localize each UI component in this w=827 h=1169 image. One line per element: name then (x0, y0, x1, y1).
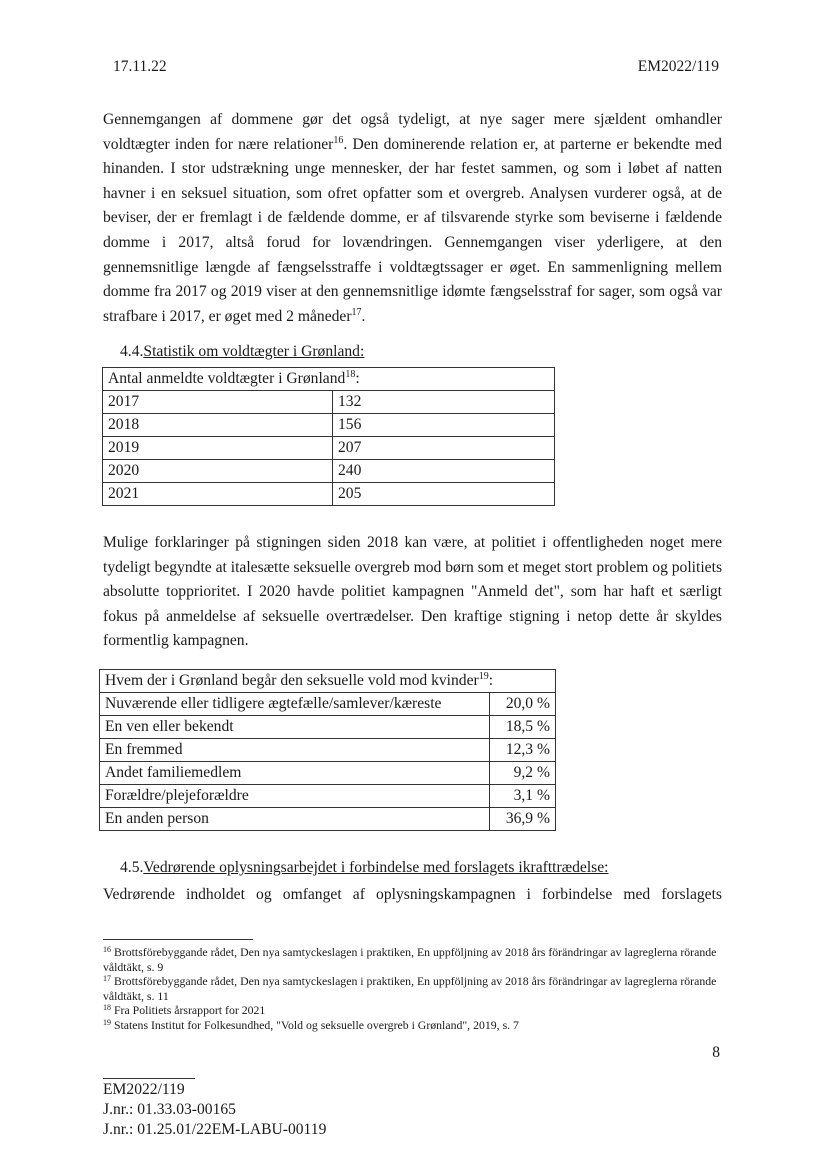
percentage-cell: 3,1 % (490, 785, 556, 808)
footnote-16 (103, 945, 728, 974)
count-cell: 132 (333, 391, 555, 414)
footer-line-em: EM2022/119 (103, 1081, 185, 1098)
year-cell: 2019 (103, 437, 333, 460)
table-row (103, 460, 555, 483)
section-title: Statistik om voldtægter i Grønland: (143, 343, 365, 360)
perpetrator-table (99, 669, 556, 831)
count-cell: 156 (333, 414, 555, 437)
count-cell: 240 (333, 460, 555, 483)
footnote-19 (103, 1018, 728, 1033)
rape-reports-table (102, 367, 555, 506)
perpetrator-label-cell: Forældre/plejeforældre (100, 785, 490, 808)
perpetrator-label-cell: En ven eller bekendt (100, 716, 490, 739)
perpetrator-label-cell: Andet familiemedlem (100, 762, 490, 785)
percentage-cell: 20,0 % (490, 693, 556, 716)
footnote-ref-19[interactable]: 19 (478, 671, 489, 682)
table-header-cell (103, 368, 555, 391)
section-number: 4.4. (120, 343, 144, 360)
footnote-17 (103, 974, 728, 1003)
table-row (100, 693, 556, 716)
table-header-row (103, 368, 555, 391)
year-cell: 2017 (103, 391, 333, 414)
footnote-number: 19 (103, 1017, 111, 1027)
count-cell: 207 (333, 437, 555, 460)
footer-divider (103, 1078, 195, 1079)
percentage-cell: 12,3 % (490, 739, 556, 762)
header-reference: EM2022/119 (637, 58, 719, 75)
paragraph-text: Gennemgangen af dommene gør det også tydeligt, at nye sager mere sjældent omhandler voldtægter inden for nære relationer (103, 111, 722, 153)
footnote-text: Brottsförebyggande rådet, Den nya samtyckeslagen i praktiken, En uppföljning av 2018 års förändringar av lagreglerna rörande våldtäkt, s. 9 (103, 945, 717, 974)
percentage-cell: 9,2 % (490, 762, 556, 785)
table-row (100, 785, 556, 808)
footnote-ref-18[interactable]: 18 (345, 369, 356, 380)
section-heading-4-5 (120, 859, 608, 877)
percentage-cell: 36,9 % (490, 808, 556, 831)
section-heading-4-4 (120, 343, 364, 361)
table-row (100, 762, 556, 785)
header-date: 17.11.22 (113, 58, 167, 75)
table-row (100, 808, 556, 831)
footnote-number: 18 (103, 1003, 111, 1012)
footnote-number: 17 (103, 974, 111, 983)
table-row (103, 437, 555, 460)
paragraph-explanations: Mulige forklaringer på stigningen siden 2018 kan være, at politiet i offentligheden noget mere tydeligt begyndte at italesætte seksuelle overgreb mod børn som et meget stort problem og politiets absolutte topprioritet. I 2020 havde politiet kampagnen "Anmeld det", som har haft et særligt fokus på anmeldelse af seksuelle overtrædelser. Den kraftige stigning i netop dette år skyldes formentlig kampagnen. (103, 534, 723, 650)
perpetrator-label-cell: Nuværende eller tidligere ægtefælle/samlever/kæreste (100, 693, 490, 716)
footnote-18 (103, 1003, 728, 1018)
year-cell: 2018 (103, 414, 333, 437)
footnote-ref-17[interactable]: 17 (351, 306, 362, 318)
section-4-5-text: Vedrørende indholdet og omfanget af oplysningskampagnen i forbindelse med forslagets (103, 886, 722, 903)
paragraph-judgments-review (103, 108, 722, 329)
footer-references (103, 1080, 326, 1140)
perpetrator-label-cell: En anden person (100, 808, 490, 831)
footnote-divider (103, 939, 253, 940)
footnote-number: 16 (103, 945, 111, 954)
percentage-cell: 18,5 % (490, 716, 556, 739)
table-row (100, 716, 556, 739)
table-row (103, 391, 555, 414)
table-row (100, 739, 556, 762)
section-title: Vedrørende oplysningsarbejdet i forbindelse med forslagets ikrafttrædelse: (143, 859, 609, 876)
section-number: 4.5. (120, 859, 144, 876)
table-header-text: Hvem der i Grønland begår den seksuelle vold mod kvinder (105, 672, 479, 689)
perpetrator-label-cell: En fremmed (100, 739, 490, 762)
footnote-ref-16[interactable]: 16 (333, 134, 344, 146)
table-header-text: Antal anmeldte voldtægter i Grønland (108, 370, 346, 387)
footnotes (103, 945, 728, 1032)
footnote-text: Statens Institut for Folkesundhed, "Vold og seksuelle overgreb i Grønland", 2019, s. 7 (113, 1017, 519, 1032)
table-header-suffix: : (355, 370, 360, 387)
table-header-cell (100, 670, 556, 693)
page-number: 8 (712, 1044, 720, 1061)
paragraph-text: . (361, 307, 366, 325)
table-header-row (100, 670, 556, 693)
paragraph-text: . Den dominerende relation er, at parterne er bekendte med hinanden. I stor udstrækning unge mennesker, der har festet sammen, og som i løbet af natten havner i en seksuel situation, som ofret opfatter som et overgreb. Analysen vurderer også, at de beviser, der er fremlagt i de fældende domme, er af tilsvarende styrke som beviserne i fældende domme i 2017, altså forud for lovændringen. Gennemgangen viser yderligere, at den gennemsnitlige længde af fængselsstraffe i voldtægtssager er øget. En sammenligning mellem domme fra 2017 og 2019 viser at den gennemsnitlige idømte fængselsstraf for sager, som også var strafbare i 2017, er øget med 2 måneder (103, 135, 722, 325)
footnote-text: Brottsförebyggande rådet, Den nya samtyckeslagen i praktiken, En uppföljning av 2018 års förändringar av lagreglerna rörande våldtäkt, s. 11 (103, 974, 717, 1003)
table-row (103, 414, 555, 437)
table-row (103, 483, 555, 506)
count-cell: 205 (333, 483, 555, 506)
footer-line-jnr-2: J.nr.: 01.25.01/22EM-LABU-00119 (103, 1121, 327, 1138)
table-header-suffix: : (488, 672, 494, 689)
year-cell: 2020 (103, 460, 333, 483)
footer-line-jnr-1: J.nr.: 01.33.03-00165 (103, 1101, 236, 1118)
footnote-text: Fra Politiets årsrapport for 2021 (113, 1003, 266, 1017)
year-cell: 2021 (103, 483, 333, 506)
